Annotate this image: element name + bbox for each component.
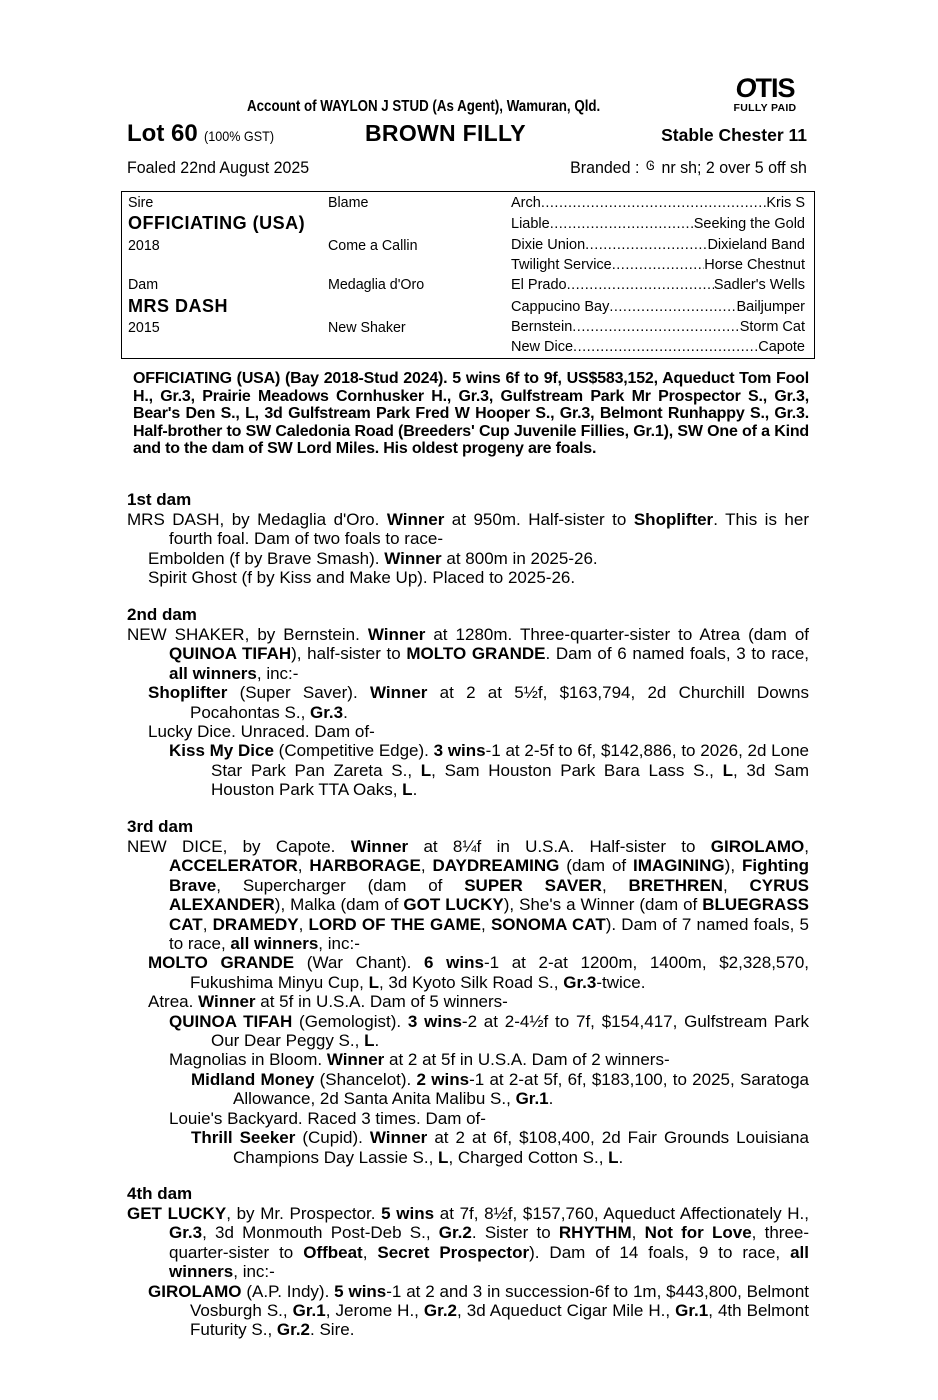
brand-info	[570, 158, 807, 178]
text: ,	[480, 914, 491, 934]
branded-label: Branded :	[570, 158, 640, 177]
great-grandparent-row	[511, 257, 805, 273]
dam-label: Dam	[128, 276, 159, 293]
bold-text: all winners	[169, 1242, 809, 1282]
bold-text: 3 wins	[407, 1011, 462, 1031]
text: (dam of	[559, 856, 634, 876]
grand-progeny-entry	[127, 1050, 809, 1069]
otis-logo-mark: OTIS	[735, 73, 795, 103]
text: ), She's a Winner (dam of	[503, 895, 703, 915]
bold-text: 5 wins	[381, 1204, 435, 1223]
text: -2 at 2-4½f to 7f, $154,417, Gulfstream Park Our Dear Peggy S.,	[211, 1011, 809, 1051]
second-dam-section	[127, 605, 809, 800]
grand-progeny-entry	[127, 1012, 809, 1051]
text: , three-quarter-sister to	[169, 1223, 810, 1262]
bold-text: GOT LUCKY	[403, 895, 504, 915]
bold-text: SUPER SAVER	[464, 875, 602, 895]
grand-progeny-entry	[127, 741, 809, 799]
pedigree-table	[121, 191, 815, 359]
leader-dots	[612, 257, 705, 273]
text: -1 at 2 and 3 in succession-6f to 1m, $443,800, Belmont Vosburgh S.,	[190, 1281, 809, 1321]
bold-text: 2 wins	[416, 1069, 470, 1089]
text: Spirit Ghost (f by Kiss and Make Up). Placed to 2025-26.	[148, 568, 576, 588]
text: .	[374, 1031, 380, 1051]
dam-name: NEW SHAKER	[127, 625, 245, 644]
gg-dam: Cappucino Bay	[511, 299, 610, 315]
foaled-row	[127, 158, 809, 180]
bold-text: Gr.3	[563, 972, 597, 992]
text: (Cupid).	[295, 1128, 370, 1148]
progeny-entry	[127, 1282, 809, 1340]
text: , by Medaglia d'Oro.	[219, 510, 387, 529]
bold-text: 3 wins	[433, 741, 486, 761]
dam-entry	[127, 625, 809, 683]
first-dam-section	[127, 490, 809, 588]
branded-text: nr sh; 2 over 5 off sh	[661, 158, 807, 177]
text: , 3d Kyoto Silk Road S.,	[378, 972, 564, 992]
progeny-entry: Lucky Dice. Unraced. Dam of-	[148, 722, 375, 742]
stable-location: Stable Chester 11	[661, 125, 807, 145]
text: . Sire.	[310, 1320, 355, 1340]
text: , Supercharger (dam of	[216, 875, 465, 895]
bold-text: DAYDREAMING	[432, 856, 560, 876]
text: at 1280m. Three-quarter-sister to Atrea (dam of	[425, 625, 809, 644]
gg-dam: Twilight Service	[511, 257, 612, 273]
text: ,	[804, 837, 810, 856]
bold-text: Winner	[369, 1128, 428, 1148]
text: (Gemologist).	[292, 1011, 408, 1031]
bold-text: Winner	[384, 548, 442, 568]
foal-entry	[127, 568, 809, 587]
leader-dots	[573, 339, 758, 355]
horse-name: Midland Money	[191, 1069, 315, 1089]
text: Atrea.	[148, 992, 199, 1012]
bold-text: Shoplifter	[633, 510, 714, 529]
great-grandparent-row	[511, 277, 805, 293]
text: ), half-sister to	[291, 644, 407, 664]
bold-text: Not for Love	[644, 1223, 752, 1243]
horse-name: Thrill Seeker	[191, 1128, 296, 1148]
bold-text: Winner	[350, 837, 409, 856]
leader-dots	[585, 237, 707, 253]
bold-text: L	[364, 1031, 375, 1051]
bold-text: all winners	[230, 934, 319, 954]
bold-text: IMAGINING	[633, 856, 725, 876]
text: at 950m. Half-sister to	[444, 510, 634, 529]
bold-text: Winner	[369, 683, 428, 703]
bold-text: HARBORAGE	[309, 856, 421, 876]
bold-text: Secret Prospector	[377, 1242, 530, 1262]
bold-text: L	[608, 1147, 619, 1167]
bold-text: Gr.3	[310, 702, 344, 722]
foaled-date: Foaled 22nd August 2025	[127, 158, 310, 177]
horse-name: MOLTO GRANDE	[148, 953, 295, 973]
text: ,	[722, 875, 750, 895]
gg-damsire: Storm Cat	[739, 319, 805, 335]
sire-name: OFFICIATING (USA)	[128, 213, 306, 233]
section-title: 3rd dam	[127, 817, 194, 836]
horse-description: BROWN FILLY	[365, 120, 526, 146]
text: , 3d Monmouth Post-Deb S.,	[202, 1223, 439, 1243]
dam-entry	[127, 837, 809, 953]
text: . Sister to	[471, 1223, 559, 1243]
bold-text: Winner	[326, 1050, 385, 1070]
text: ,	[202, 914, 213, 934]
text: .	[343, 702, 348, 722]
vendor-account: Account of WAYLON J STUD (As Agent), Wamuran, Qld.	[247, 98, 601, 115]
grandsire-maternal: Medaglia d'Oro	[328, 276, 425, 293]
gst-note: (100% GST)	[204, 128, 275, 144]
bold-text: Gr.1	[675, 1301, 709, 1321]
gg-damsire: Seeking the Gold	[693, 216, 805, 232]
gg-sire: Arch	[511, 195, 541, 211]
dam-name: MRS DASH	[127, 510, 220, 529]
great-grandparent-row	[511, 319, 805, 335]
great-grandparent-row	[511, 195, 805, 211]
bold-text: ACCELERATOR	[169, 856, 298, 876]
horse-name: QUINOA TIFAH	[169, 1011, 293, 1031]
bold-text: all winners	[169, 663, 257, 683]
progeny-entry	[127, 953, 809, 992]
progeny-entry	[127, 683, 809, 722]
text: Embolden (f by Brave Smash).	[148, 548, 385, 568]
bold-text: L	[402, 780, 413, 800]
text: at 2 at 5½f, $163,794, 2d Churchill Downs Pocahontas S.,	[190, 683, 809, 722]
lot-number	[127, 120, 282, 148]
bold-text: L	[420, 760, 432, 780]
lot-label: Lot 60	[127, 120, 198, 147]
bold-text: L	[368, 972, 379, 992]
gg-damsire: Kris S	[766, 195, 805, 211]
leader-dots	[541, 195, 767, 211]
third-dam-section	[127, 817, 809, 1167]
bold-text: LORD OF THE GAME	[308, 914, 481, 934]
text: at 800m in 2025-26.	[441, 548, 598, 568]
bold-text: 6 wins	[424, 953, 484, 973]
leader-dots	[572, 319, 739, 335]
text: (War Chant).	[294, 953, 425, 973]
bold-text: Gr.2	[438, 1223, 472, 1243]
gg-damsire: Bailjumper	[736, 299, 805, 315]
bold-text: GIROLAMO	[710, 837, 805, 856]
dam-year: 2015	[128, 319, 160, 336]
progeny-entry	[127, 992, 809, 1011]
text: ,	[601, 875, 629, 895]
great-grandparent-row	[511, 216, 805, 232]
text: -1 at 2-5f to 6f, $142,886, to 2026, 2d Lone Star Park Pan Zareta S.,	[211, 741, 809, 780]
text: , by Capote.	[222, 837, 351, 856]
horse-name: GIROLAMO	[148, 1281, 242, 1301]
otis-fully-paid-logo	[720, 74, 810, 114]
bold-text: Winner	[386, 510, 445, 529]
text: . Dam of 6 named foals, 3 to race,	[545, 644, 810, 664]
gg-sire: Dixie Union	[511, 237, 586, 253]
text: ,	[362, 1242, 378, 1262]
text: , Sam Houston Park Bara Lass S.,	[431, 760, 723, 780]
bold-text: CYRUS ALEXANDER	[169, 875, 810, 915]
text: (Super Saver).	[227, 683, 370, 703]
text: , Charged Cotton S.,	[448, 1147, 609, 1167]
grandsire-paternal: Blame	[328, 194, 369, 211]
bold-text: DRAMEDY	[212, 914, 299, 934]
text: , inc:-	[318, 934, 360, 954]
bold-text: Offbeat	[303, 1242, 363, 1262]
bold-text: BLUEGRASS CAT	[169, 895, 809, 934]
great-grandparent-row	[511, 299, 805, 315]
text: -1 at 2-at 1200m, 1400m, $2,328,570, Fukushima Minyu Cup,	[190, 953, 810, 992]
great-grand-progeny-entry	[127, 1128, 809, 1167]
section-title: 4th dam	[127, 1184, 193, 1203]
bold-text: Winner	[367, 625, 426, 644]
leader-dots	[567, 277, 714, 293]
sire-label: Sire	[128, 194, 154, 211]
horse-name: Shoplifter	[148, 683, 228, 703]
text: .	[618, 1147, 624, 1167]
bold-text: L	[722, 760, 733, 780]
text: at 7f, 8½f, $157,760, Aqueduct Affectionately H.,	[434, 1204, 810, 1223]
great-grandparent-row	[511, 237, 805, 253]
foal-entry	[127, 549, 809, 568]
text: Magnolias in Bloom.	[169, 1050, 327, 1070]
gg-damsire: Dixieland Band	[707, 237, 805, 253]
bold-text: Gr.1	[292, 1301, 326, 1321]
great-grand-progeny-entry	[127, 1070, 809, 1109]
text: , by Mr. Prospector.	[226, 1204, 382, 1223]
text: at 5f in U.S.A. Dam of 5 winners-	[255, 992, 508, 1012]
bold-text: Gr.2	[276, 1320, 311, 1340]
sire-year: 2018	[128, 237, 160, 254]
bold-text: BRETHREN	[628, 875, 723, 895]
horse-name: Kiss My Dice	[169, 741, 274, 761]
dam-entry	[127, 1204, 809, 1282]
gg-sire: Bernstein	[511, 319, 573, 335]
bold-text: RHYTHM	[558, 1223, 632, 1243]
text: ). Dam of 7 named foals, 5 to race,	[169, 914, 809, 954]
section-title: 1st dam	[127, 490, 192, 509]
text: ),	[724, 856, 742, 876]
text: -1 at 2-at 5f, 6f, $183,100, to 2025, Saratoga Allowance, 2d Santa Anita Malibu S.,	[233, 1069, 809, 1109]
leader-dots	[609, 299, 736, 315]
text: ,	[420, 856, 433, 876]
brand-mark-icon: Ꮆ	[646, 158, 655, 173]
text: , Jerome H.,	[325, 1301, 424, 1321]
gg-damsire: Sadler's Wells	[713, 277, 805, 293]
bold-text: L	[438, 1147, 449, 1167]
gg-damsire: Horse Chestnut	[704, 257, 805, 273]
text: (Shancelot).	[314, 1069, 417, 1089]
dam-name: MRS DASH	[128, 296, 229, 316]
bold-text: Gr.2	[423, 1301, 458, 1321]
text: (Competitive Edge).	[273, 741, 434, 761]
leader-dots	[550, 216, 694, 232]
text: , 3d Aqueduct Cigar Mile H.,	[457, 1301, 676, 1321]
text: at 2 at 5f in U.S.A. Dam of 2 winners-	[384, 1050, 670, 1070]
text: , 4th Belmont Futurity S.,	[190, 1301, 809, 1340]
text: .	[548, 1089, 554, 1109]
text: at 8¼f in U.S.A. Half-sister to	[408, 837, 711, 856]
section-title: 2nd dam	[127, 605, 197, 624]
granddam-maternal: New Shaker	[328, 319, 406, 336]
fourth-dam-section	[127, 1184, 809, 1340]
bold-text: Gr.3	[169, 1223, 203, 1243]
sire-description: OFFICIATING (USA) (Bay 2018-Stud 2024). 5 wins 6f to 9f, US$583,152, Aqueduct Tom Fool H., Gr.3, Prairie Meadows Cornhusker H., Gr.3, Gulfstream Park Mr Prospector S., Gr.3, Bear's Den S., L, 3d Gulfstream Park Fred W Hooper S., Gr.3, Belmont Runhappy S., Gr.3. Half-brother to SW Caledonia Road (Breeders' Cup Juvenile Fillies, Gr.1), SW One of a Kind and to the dam of SW Lord Miles. His oldest progeny are foals.	[133, 370, 809, 457]
bold-text: 5 wins	[334, 1281, 387, 1301]
lot-row	[127, 120, 809, 150]
dam-entry	[127, 510, 809, 549]
gg-dam: New Dice	[511, 339, 574, 355]
great-grandparent-row	[511, 339, 805, 355]
dam-name: GET LUCKY	[127, 1204, 227, 1223]
text: ), Malka (dam of	[274, 895, 404, 915]
otis-swoosh-icon: O	[735, 73, 756, 103]
grand-progeny-entry: Louie's Backyard. Raced 3 times. Dam of-	[169, 1108, 486, 1128]
dam-name: NEW DICE	[127, 837, 223, 856]
text: ,	[631, 1223, 645, 1243]
bold-text: Winner	[198, 992, 256, 1012]
bold-text: QUINOA TIFAH	[169, 644, 292, 664]
text: at 2 at 6f, $108,400, 2d Fair Grounds Louisiana Champions Day Lassie S.,	[233, 1128, 809, 1167]
text: .	[412, 780, 418, 800]
bold-text: SONOMA CAT	[490, 914, 606, 934]
text: , 3d Sam Houston Park TTA Oaks,	[211, 760, 809, 800]
gg-dam: Liable	[511, 216, 550, 232]
granddam-paternal: Come a Callin	[328, 237, 418, 254]
text: , inc:-	[233, 1262, 275, 1282]
gg-damsire: Capote	[758, 339, 805, 355]
text: . This is her fourth foal. Dam of two foals to race-	[169, 510, 810, 549]
text: , inc:-	[256, 663, 299, 683]
text: ). Dam of 14 foals, 9 to race,	[529, 1242, 791, 1262]
bold-text: Fighting Brave	[169, 856, 809, 895]
text: (A.P. Indy).	[241, 1281, 335, 1301]
bold-text: Gr.1	[515, 1089, 549, 1109]
text: ,	[298, 914, 309, 934]
fully-paid-label: FULLY PAID	[733, 102, 797, 114]
gg-sire: El Prado	[511, 277, 567, 293]
text: ,	[297, 856, 310, 876]
bold-text: MOLTO GRANDE	[406, 644, 546, 664]
text: , by Bernstein.	[244, 625, 368, 644]
text: -twice.	[596, 972, 646, 992]
